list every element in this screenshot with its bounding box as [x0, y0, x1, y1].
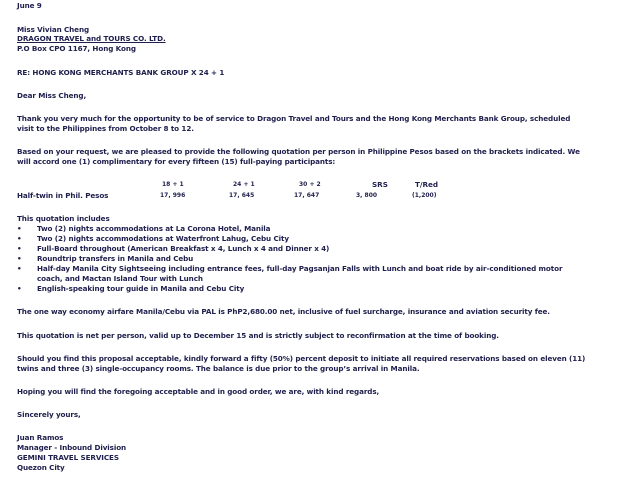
rate-row-label: Half-twin in Phil. Pesos [17, 191, 109, 200]
intro-paragraph-line: Thank you very much for the opportunity to be of service to Dragon Travel and Tours and the Hong Kong Merchants Bank Group, scheduled [17, 114, 571, 123]
deposit-paragraph-line: Should you find this proposal acceptable, kindly forward a fifty (50%) percent deposit to initiate all required reservations based on eleven (11) [17, 354, 586, 363]
rate-value-30: 17, 647 [294, 192, 320, 199]
signer-title: Manager - Inbound Division [17, 443, 127, 452]
rate-header-30: 30 + 2 [299, 181, 321, 188]
rate-header-18: 18 + 1 [162, 181, 184, 188]
closing-hope: Hoping you will find the foregoing acceptable and in good order, we are, with kind regards, [17, 387, 380, 396]
airfare-paragraph: The one way economy airfare Manila/Cebu via PAL is PhP2,680.00 net, inclusive of fuel surcharge, insurance and aviation security fee. [17, 307, 550, 316]
inclusion-item-continued: coach, and Mactan Island Tour with Lunch [37, 274, 203, 283]
closing: Sincerely yours, [17, 410, 81, 419]
bullet-icon: • [17, 254, 22, 263]
inclusion-item: English-speaking tour guide in Manila and Cebu City [37, 284, 245, 293]
inclusion-item: Half-day Manila City Sightseeing including entrance fees, full-day Pagsanjan Falls with Lunch and boat ride by air-conditioned motor [37, 264, 563, 273]
validity-paragraph: This quotation is net per person, valid up to December 15 and is strictly subject to reconfirmation at the time of booking. [17, 331, 499, 340]
request-paragraph-line: Based on your request, we are pleased to provide the following quotation per person in Philippine Pesos based on the brackets indicated. We [17, 147, 580, 156]
inclusions-title: This quotation includes [17, 214, 110, 223]
bullet-icon: • [17, 234, 22, 243]
rate-value-18: 17, 996 [160, 192, 186, 199]
inclusion-item: Roundtrip transfers in Manila and Cebu [37, 254, 194, 263]
rate-value-tred: (1,200) [412, 192, 437, 199]
rate-header-srs: SRS [372, 180, 388, 189]
re-line: RE: HONG KONG MERCHANTS BANK GROUP X 24 + 1 [17, 68, 225, 77]
request-paragraph-line: will accord one (1) complimentary for every fifteen (15) full-paying participants: [17, 157, 336, 166]
signer-city: Quezon City [17, 463, 65, 472]
salutation: Dear Miss Cheng, [17, 91, 87, 100]
inclusion-item: Full-Board throughout (American Breakfast x 4, Lunch x 4 and Dinner x 4) [37, 244, 330, 253]
signer-name: Juan Ramos [17, 433, 64, 442]
bullet-icon: • [17, 244, 22, 253]
bullet-icon: • [17, 264, 22, 273]
bullet-icon: • [17, 224, 22, 233]
recipient-address: P.O Box CPO 1167, Hong Kong [17, 44, 136, 53]
letter-date: June 9 [17, 1, 42, 10]
signer-company: GEMINI TRAVEL SERVICES [17, 453, 119, 462]
intro-paragraph-line: visit to the Philippines from October 8 to 12. [17, 124, 194, 133]
rate-value-srs: 3, 800 [356, 192, 378, 199]
deposit-paragraph-line: twins and three (3) single-occupancy rooms. The balance is due prior to the group’s arrival in Manila. [17, 364, 420, 373]
bullet-icon: • [17, 284, 22, 293]
rate-value-24: 17, 645 [229, 192, 255, 199]
inclusion-item: Two (2) nights accommodations at Waterfront Lahug, Cebu City [37, 234, 289, 243]
recipient-company: DRAGON TRAVEL and TOURS CO. LTD. [17, 34, 166, 43]
inclusion-item: Two (2) nights accommodations at La Corona Hotel, Manila [37, 224, 271, 233]
rate-header-tred: T/Red [415, 180, 439, 189]
rate-header-24: 24 + 1 [233, 181, 255, 188]
recipient-name: Miss Vivian Cheng [17, 25, 90, 34]
